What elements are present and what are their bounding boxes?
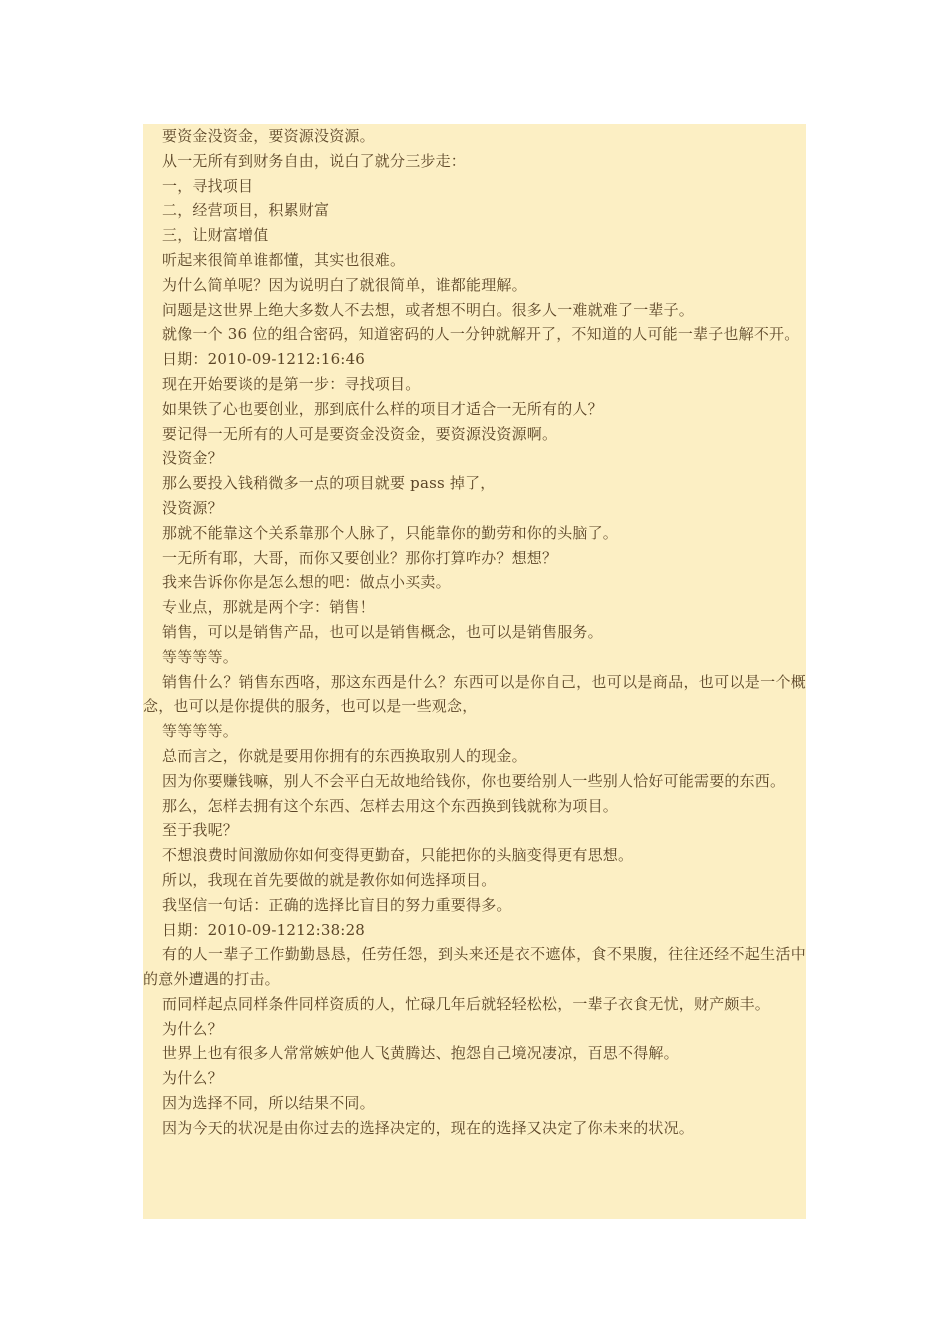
paragraph: 一，寻找项目 — [162, 176, 254, 195]
paragraph: 为什么？ — [162, 1019, 223, 1038]
paragraph: 听起来很简单谁都懂，其实也很难。 — [162, 250, 406, 269]
paragraph: 为什么简单呢？因为说明白了就很简单，谁都能理解。 — [162, 275, 527, 294]
paragraph: 要记得一无所有的人可是要资金没资金，要资源没资源啊。 — [162, 424, 558, 443]
paragraph: 为什么？ — [162, 1069, 223, 1088]
paragraph: 总而言之，你就是要用你拥有的东西换取别人的现金。 — [162, 746, 527, 765]
paragraph: 所以，我现在首先要做的就是教你如何选择项目。 — [162, 870, 497, 889]
paragraph: 而同样起点同样条件同样资质的人，忙碌几年后就轻轻松松，一辈子衣食无忧，财产颇丰。 — [162, 994, 771, 1013]
paragraph: 世界上也有很多人常常嫉妒他人飞黄腾达、抱怨自己境况凄凉，百思不得解。 — [162, 1044, 679, 1063]
paragraph: 因为你要赚钱嘛，别人不会平白无故地给钱你，你也要给别人一些别人恰好可能需要的东西。 — [162, 771, 786, 790]
paragraph: 现在开始要谈的是第一步：寻找项目。 — [162, 374, 421, 393]
paragraph: 没资源？ — [162, 498, 223, 517]
paragraph: 等等等等。 — [162, 722, 239, 741]
paragraph: 有的人一辈子工作勤勤恳恳，任劳任怨，到头来还是衣不遮体，食不果腹，往往还经不起生活中的意外遭遇的打击。 — [143, 945, 806, 989]
paragraph: 专业点，那就是两个字：销售！ — [162, 598, 375, 617]
date-line: 日期：2010-09-1212:16:46 — [162, 350, 366, 369]
paragraph: 至于我呢？ — [162, 821, 239, 840]
paragraph: 我坚信一句话：正确的选择比盲目的努力重要得多。 — [162, 895, 512, 914]
paragraph: 二，经营项目，积累财富 — [162, 201, 330, 220]
paragraph: 销售什么？销售东西咯，那这东西是什么？东西可以是你自己，也可以是商品，也可以是一个概念，也可以是你提供的服务，也可以是一些观念， — [143, 672, 806, 716]
paragraph: 如果铁了心也要创业，那到底什么样的项目才适合一无所有的人？ — [162, 399, 603, 418]
paragraph: 要资金没资金，要资源没资源。 — [162, 127, 375, 145]
paragraph: 因为今天的状况是由你过去的选择决定的，现在的选择又决定了你未来的状况。 — [162, 1118, 695, 1137]
paragraph: 那么要投入钱稍微多一点的项目就要 pass 掉了， — [162, 474, 496, 493]
paragraph: 销售，可以是销售产品，也可以是销售概念，也可以是销售服务。 — [162, 622, 603, 641]
paragraph: 那就不能靠这个关系靠那个人脉了，只能靠你的勤劳和你的头脑了。 — [162, 523, 619, 542]
paragraph: 一无所有耶，大哥，而你又要创业？那你打算咋办？想想？ — [162, 548, 558, 567]
paragraph: 等等等等。 — [162, 647, 239, 666]
article-body — [143, 124, 806, 1219]
paragraph: 因为选择不同，所以结果不同。 — [162, 1094, 375, 1113]
paragraph: 我来告诉你你是怎么想的吧：做点小买卖。 — [162, 573, 451, 592]
paragraph: 那么，怎样去拥有这个东西、怎样去用这个东西换到钱就称为项目。 — [162, 796, 619, 815]
paragraph: 三，让财富增值 — [162, 226, 269, 245]
paragraph: 不想浪费时间激励你如何变得更勤奋，只能把你的头脑变得更有思想。 — [162, 846, 634, 865]
paragraph: 就像一个 36 位的组合密码，知道密码的人一分钟就解开了，不知道的人可能一辈子也解不开。 — [162, 325, 800, 344]
paragraph: 没资金？ — [162, 449, 223, 468]
date-line: 日期：2010-09-1212:38:28 — [162, 920, 366, 939]
paragraph: 问题是这世界上绝大多数人不去想，或者想不明白。很多人一难就难了一辈子。 — [162, 300, 695, 319]
paragraph: 从一无所有到财务自由，说白了就分三步走： — [162, 151, 467, 170]
